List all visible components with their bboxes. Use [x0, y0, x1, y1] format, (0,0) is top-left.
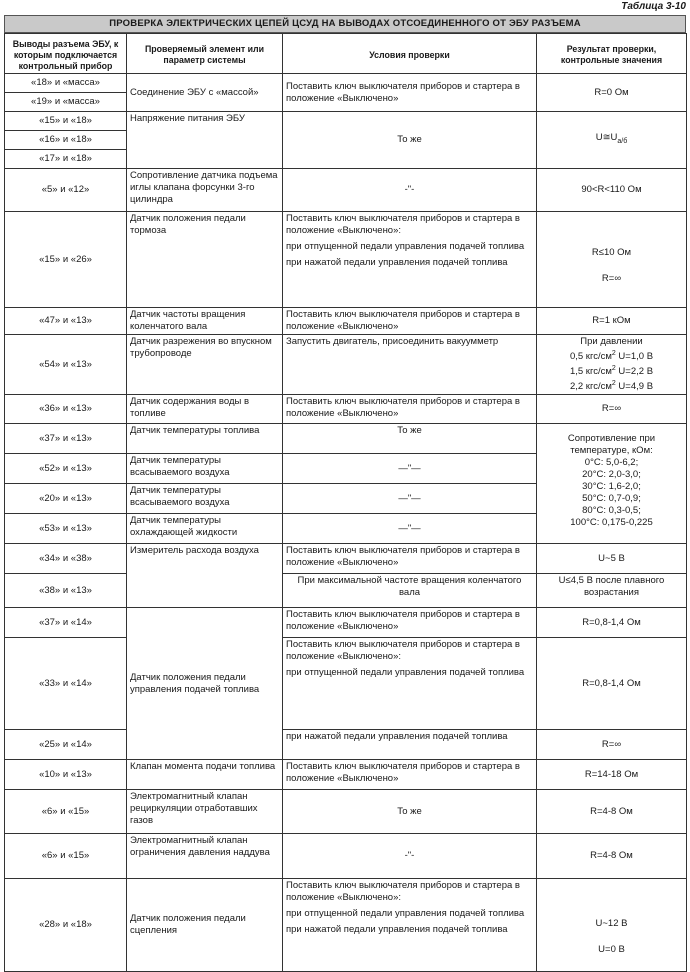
result-line: 100°С: 0,175-0,225 [570, 517, 653, 529]
element-cell: Датчик разрежения во впускном трубопроводе [127, 335, 283, 395]
pins-cell: «38» и «13» [5, 574, 127, 608]
condition-line: при отпущенной педали управления подачей топлива [286, 241, 525, 252]
result-line: R≤10 Ом [591, 247, 632, 258]
table-row [5, 790, 687, 834]
condition-cell: Поставить ключ выключателя приборов и стартера в положение «Выключено» [283, 760, 537, 790]
result-line: 0,5 кгс/$см^2$ U=1,0 В [569, 350, 654, 363]
element-cell: Датчик температуры всасываемого воздуха [127, 484, 283, 514]
element-cell: Датчик температуры охлаждающей жидкости [127, 514, 283, 544]
result-cell: 90<R<110 Ом [537, 169, 687, 212]
pins-cell: «15» и «26» [5, 212, 127, 308]
result-cell: U≤4,5 В после плавного возрастания [537, 574, 687, 608]
condition-cell: —"— [283, 484, 537, 514]
table-title: ПРОВЕРКА ЭЛЕКТРИЧЕСКИХ ЦЕПЕЙ ЦСУД НА ВЫВОДАХ ОТСОЕДИНЕННОГО ОТ ЭБУ РАЗЪЕМА [4, 15, 686, 33]
result-line: 0°С: 5,0-6,2; [584, 457, 639, 469]
pins-cell: «20» и «13» [5, 484, 127, 514]
pins-cell: «18» и «масса» [5, 74, 127, 93]
condition-cell: —"— [283, 514, 537, 544]
table-row [5, 212, 687, 308]
result-main: U≅U [595, 132, 618, 144]
header-row [5, 34, 687, 74]
header-result: Результат проверки, контрольные значения [537, 34, 687, 74]
element-cell: Датчик температуры топлива [127, 424, 283, 454]
table-row [5, 74, 687, 93]
pins-cell: «36» и «13» [5, 395, 127, 424]
condition-line: при отпущенной педали управления подачей топлива [286, 667, 525, 679]
pins-cell: «28» и «18» [5, 879, 127, 972]
pins-cell: «54» и «13» [5, 335, 127, 395]
condition-cell [283, 879, 537, 972]
header-conditions: Условия проверки [283, 34, 537, 74]
table-row [5, 834, 687, 879]
element-cell: Датчик положения педали управления подачей топлива [127, 608, 283, 760]
table-row [5, 574, 687, 608]
condition-line: при отпущенной педали управления подачей топлива [286, 908, 525, 920]
condition-cell: при нажатой педали управления подачей топлива [283, 730, 537, 760]
result-line: Сопротивление при температуре, кОм: [567, 433, 656, 457]
result-cell [537, 212, 687, 308]
pins-cell: «5» и «12» [5, 169, 127, 212]
result-cell: R=1 кОм [537, 308, 687, 335]
pins-cell: «37» и «13» [5, 424, 127, 454]
table-row [5, 608, 687, 638]
condition-cell: При максимальной частоте вращения коленчатого вала [283, 574, 537, 608]
pins-cell: «53» и «13» [5, 514, 127, 544]
result-cell: R=14-18 Ом [537, 760, 687, 790]
element-cell: Напряжение питания ЭБУ [127, 112, 283, 169]
condition-cell: Поставить ключ выключателя приборов и стартера в положение «Выключено» [283, 308, 537, 335]
result-cell: R=∞ [537, 395, 687, 424]
element-cell: Электромагнитный клапан ограничения давления наддува [127, 834, 283, 879]
pins-cell: «10» и «13» [5, 760, 127, 790]
result-line: При давлении [580, 336, 643, 347]
table-row [5, 335, 687, 395]
element-cell: Датчик частоты вращения коленчатого вала [127, 308, 283, 335]
element-cell: Датчик положения педали тормоза [127, 212, 283, 308]
pins-cell: «25» и «14» [5, 730, 127, 760]
result-line: U~12 В [595, 918, 628, 930]
result-cell: R=4-8 Ом [537, 790, 687, 834]
condition-line: Поставить ключ выключателя приборов и стартера в положение «Выключено»: [286, 213, 520, 236]
condition-cell [283, 212, 537, 308]
pins-cell: «34» и «38» [5, 544, 127, 574]
result-cell: R=0,8-1,4 Ом [537, 608, 687, 638]
pins-cell: «47» и «13» [5, 308, 127, 335]
result-cell [537, 424, 687, 544]
pins-cell: «16» и «18» [5, 131, 127, 150]
element-cell: Измеритель расхода воздуха [127, 544, 283, 608]
table-row [5, 760, 687, 790]
element-cell: Соединение ЭБУ с «массой» [127, 74, 283, 112]
element-cell: Сопротивление датчика подъема иглы клапана форсунки 3-го цилиндра [127, 169, 283, 212]
result-line: U=0 В [598, 944, 625, 956]
condition-cell: Поставить ключ выключателя приборов и стартера в положение «Выключено» [283, 395, 537, 424]
table-number: Таблица 3-10 [621, 1, 686, 12]
element-cell: Клапан момента подачи топлива [127, 760, 283, 790]
table-row [5, 638, 687, 730]
result-cell: U~5 В [537, 544, 687, 574]
header-pins: Выводы разъема ЭБУ, к которым подключается контрольный прибор [5, 34, 127, 74]
result-line: 1,5 кгс/$см^2$ U=2,2 В [569, 365, 654, 378]
table-row [5, 730, 687, 760]
result-line: 30°С: 1,6-2,0; [582, 481, 641, 493]
table-row [5, 544, 687, 574]
result-cell: R=0,8-1,4 Ом [537, 638, 687, 730]
result-line: 20°С: 2,0-3,0; [582, 469, 641, 481]
header-element: Проверяемый элемент или параметр системы [127, 34, 283, 74]
result-line: 2,2 кгс/$см^2$ U=4,9 В [569, 380, 654, 393]
inspection-table [4, 33, 687, 972]
element-cell: Датчик содержания воды в топливе [127, 395, 283, 424]
result-cell: R=∞ [537, 730, 687, 760]
pins-cell: «52» и «13» [5, 454, 127, 484]
pins-cell: «33» и «14» [5, 638, 127, 730]
pins-cell: «15» и «18» [5, 112, 127, 131]
condition-cell: —"— [283, 454, 537, 484]
condition-line: Поставить ключ выключателя приборов и стартера в положение «Выключено»: [286, 880, 520, 904]
condition-cell: То же [283, 112, 537, 169]
result-line: 80°С: 0,3-0,5; [582, 505, 641, 517]
condition-cell: То же [283, 424, 537, 454]
pins-cell: «6» и «15» [5, 790, 127, 834]
condition-line: при нажатой педали управления подачей топлива [286, 924, 508, 936]
result-cell [537, 112, 687, 169]
condition-cell: -"- [283, 834, 537, 879]
result-cell: R=0 Ом [537, 74, 687, 112]
table-row [5, 308, 687, 335]
pins-cell: «19» и «масса» [5, 93, 127, 112]
element-cell: Датчик температуры всасываемого воздуха [127, 454, 283, 484]
condition-cell: Поставить ключ выключателя приборов и стартера в положение «Выключено» [283, 74, 537, 112]
result-cell: R=4-8 Ом [537, 834, 687, 879]
table-row [5, 424, 687, 454]
condition-cell: -"- [283, 169, 537, 212]
table-row [5, 395, 687, 424]
result-line: R=∞ [601, 273, 622, 284]
condition-cell: То же [283, 790, 537, 834]
result-cell [537, 879, 687, 972]
condition-cell [283, 638, 537, 730]
element-cell: Электромагнитный клапан рециркуляции отработавших газов [127, 790, 283, 834]
result-subscript: а/б [617, 137, 628, 145]
pins-cell: «37» и «14» [5, 608, 127, 638]
table-row [5, 879, 687, 972]
table-row [5, 169, 687, 212]
pins-cell: «17» и «18» [5, 150, 127, 169]
element-cell: Датчик положения педали сцепления [127, 879, 283, 972]
condition-line: Поставить ключ выключателя приборов и стартера в положение «Выключено»: [286, 639, 520, 663]
condition-cell: Поставить ключ выключателя приборов и стартера в положение «Выключено» [283, 544, 537, 574]
result-line: 50°С: 0,7-0,9; [582, 493, 641, 505]
pins-cell: «6» и «15» [5, 834, 127, 879]
table-row [5, 112, 687, 131]
condition-line: при нажатой педали управления подачей топлива [286, 257, 508, 268]
condition-cell: Запустить двигатель, присоединить вакуумметр [283, 335, 537, 395]
result-cell [537, 335, 687, 395]
condition-cell: Поставить ключ выключателя приборов и стартера в положение «Выключено» [283, 608, 537, 638]
